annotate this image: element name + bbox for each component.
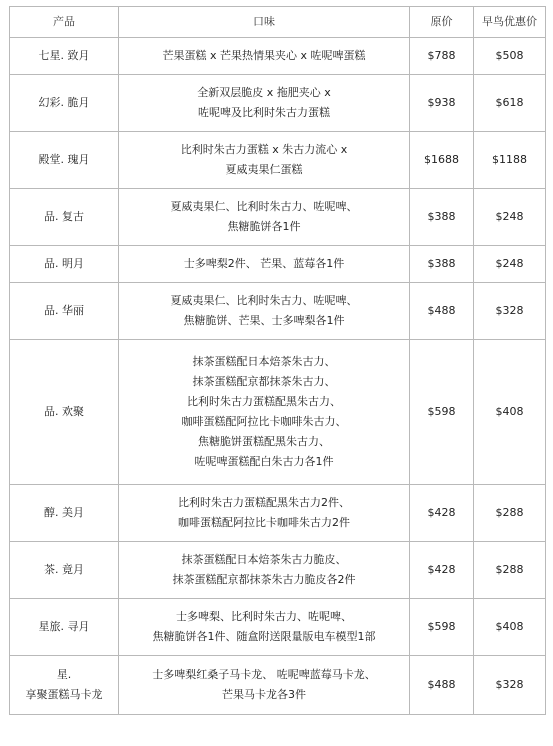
original-price-cell: $388 xyxy=(410,246,474,283)
early-bird-price-cell: $248 xyxy=(474,189,546,246)
flavor-line: 全新双层脆皮 x 拖肥夹心 x xyxy=(197,86,331,99)
product-name-line: 七星. 致月 xyxy=(38,49,90,62)
product-name-line: 品. 华丽 xyxy=(44,304,84,317)
table-body xyxy=(10,38,546,715)
flavor-cell xyxy=(119,189,410,246)
original-price-cell: $788 xyxy=(410,38,474,75)
early-bird-price-cell: $328 xyxy=(474,656,546,715)
product-name-line: 品. 明月 xyxy=(44,257,84,270)
early-bird-price-cell: $288 xyxy=(474,542,546,599)
table-row xyxy=(10,283,546,340)
early-bird-price-cell: $328 xyxy=(474,283,546,340)
flavor-line: 抹茶蛋糕配京都抹茶朱古力、 xyxy=(192,375,336,388)
mooncake-price-table xyxy=(9,6,546,715)
flavor-line: 抹茶蛋糕配日本焙茶朱古力脆皮、 xyxy=(181,553,347,566)
header-original-price: 原价 xyxy=(410,7,474,38)
product-name-line: 幻彩. 脆月 xyxy=(38,96,90,109)
product-cell xyxy=(10,599,119,656)
flavor-cell xyxy=(119,542,410,599)
flavor-line: 夏威夷果仁、比利时朱古力、咗呢啤、 xyxy=(170,200,358,213)
flavor-cell xyxy=(119,246,410,283)
original-price-cell: $488 xyxy=(410,656,474,715)
early-bird-price-cell: $408 xyxy=(474,599,546,656)
flavor-line: 咖啡蛋糕配阿拉比卡咖啡朱古力2件 xyxy=(178,516,350,529)
early-bird-price-cell: $288 xyxy=(474,485,546,542)
table-row xyxy=(10,340,546,485)
table-row xyxy=(10,599,546,656)
product-cell xyxy=(10,656,119,715)
early-bird-price-cell: $248 xyxy=(474,246,546,283)
product-cell xyxy=(10,340,119,485)
flavor-line: 焦糖脆饼各1件 xyxy=(227,220,301,233)
product-cell xyxy=(10,189,119,246)
early-bird-price-cell: $508 xyxy=(474,38,546,75)
original-price-cell: $598 xyxy=(410,599,474,656)
flavor-line: 咗呢啤及比利时朱古力蛋糕 xyxy=(198,106,330,119)
flavor-line: 咖啡蛋糕配阿拉比卡咖啡朱古力、 xyxy=(181,415,347,428)
flavor-line: 比利时朱古力蛋糕 x 朱古力流心 x xyxy=(180,143,348,156)
original-price-cell: $1688 xyxy=(410,132,474,189)
flavor-line: 士多啤梨、比利时朱古力、咗呢啤、 xyxy=(176,610,352,623)
header-early-bird-price: 早鸟优惠价 xyxy=(474,7,546,38)
product-cell xyxy=(10,132,119,189)
product-name-line: 品. 欢聚 xyxy=(44,405,84,418)
flavor-cell xyxy=(119,75,410,132)
flavor-line: 芒果蛋糕 x 芒果热情果夹心 x 咗呢啤蛋糕 xyxy=(162,49,366,62)
original-price-cell: $598 xyxy=(410,340,474,485)
early-bird-price-cell: $618 xyxy=(474,75,546,132)
flavor-cell xyxy=(119,38,410,75)
flavor-line: 焦糖脆饼蛋糕配黑朱古力、 xyxy=(198,435,330,448)
flavor-line: 士多啤梨红桑子马卡龙、 咗呢啤蓝莓马卡龙、 xyxy=(152,668,376,681)
flavor-line: 抹茶蛋糕配京都抹茶朱古力脆皮各2件 xyxy=(172,573,356,586)
flavor-line: 夏威夷果仁、比利时朱古力、咗呢啤、 xyxy=(170,294,358,307)
product-cell xyxy=(10,485,119,542)
original-price-cell: $388 xyxy=(410,189,474,246)
original-price-cell: $428 xyxy=(410,485,474,542)
flavor-line: 焦糖脆饼、芒果、士多啤梨各1件 xyxy=(183,314,345,327)
product-name-line: 茶. 竟月 xyxy=(44,563,84,576)
flavor-cell xyxy=(119,340,410,485)
product-cell xyxy=(10,75,119,132)
product-name-line: 醇. 美月 xyxy=(44,506,84,519)
flavor-line: 抹茶蛋糕配日本焙茶朱古力、 xyxy=(192,355,336,368)
flavor-line: 焦糖脆饼各1件、随盒附送限量版电车模型1部 xyxy=(152,630,376,643)
table-row xyxy=(10,38,546,75)
product-name-line: 享聚蛋糕马卡龙 xyxy=(25,688,103,701)
original-price-cell: $938 xyxy=(410,75,474,132)
original-price-cell: $428 xyxy=(410,542,474,599)
table-header-row xyxy=(10,7,546,38)
flavor-line: 比利时朱古力蛋糕配黑朱古力、 xyxy=(187,395,341,408)
product-cell xyxy=(10,246,119,283)
flavor-line: 芒果马卡龙各3件 xyxy=(222,688,306,701)
flavor-cell xyxy=(119,485,410,542)
product-cell xyxy=(10,542,119,599)
table-row xyxy=(10,189,546,246)
table-row xyxy=(10,542,546,599)
early-bird-price-cell: $408 xyxy=(474,340,546,485)
product-name-line: 品. 复古 xyxy=(44,210,84,223)
flavor-cell xyxy=(119,599,410,656)
product-name-line: 星旅. 寻月 xyxy=(38,620,90,633)
header-flavor: 口味 xyxy=(119,7,410,38)
table-row xyxy=(10,656,546,715)
product-name-line: 殿堂. 瑰月 xyxy=(38,153,90,166)
product-cell xyxy=(10,283,119,340)
flavor-cell xyxy=(119,283,410,340)
flavor-line: 比利时朱古力蛋糕配黑朱古力2件、 xyxy=(178,496,350,509)
table-row xyxy=(10,75,546,132)
table-row xyxy=(10,246,546,283)
original-price-cell: $488 xyxy=(410,283,474,340)
flavor-cell xyxy=(119,132,410,189)
product-name-line: 星. xyxy=(56,668,72,681)
header-product: 产品 xyxy=(10,7,119,38)
table-row xyxy=(10,132,546,189)
flavor-line: 士多啤梨2件、 芒果、蓝莓各1件 xyxy=(183,257,345,270)
product-cell xyxy=(10,38,119,75)
flavor-cell xyxy=(119,656,410,715)
flavor-line: 咗呢啤蛋糕配白朱古力各1件 xyxy=(194,455,334,468)
table-row xyxy=(10,485,546,542)
early-bird-price-cell: $1188 xyxy=(474,132,546,189)
flavor-line: 夏威夷果仁蛋糕 xyxy=(225,163,303,176)
